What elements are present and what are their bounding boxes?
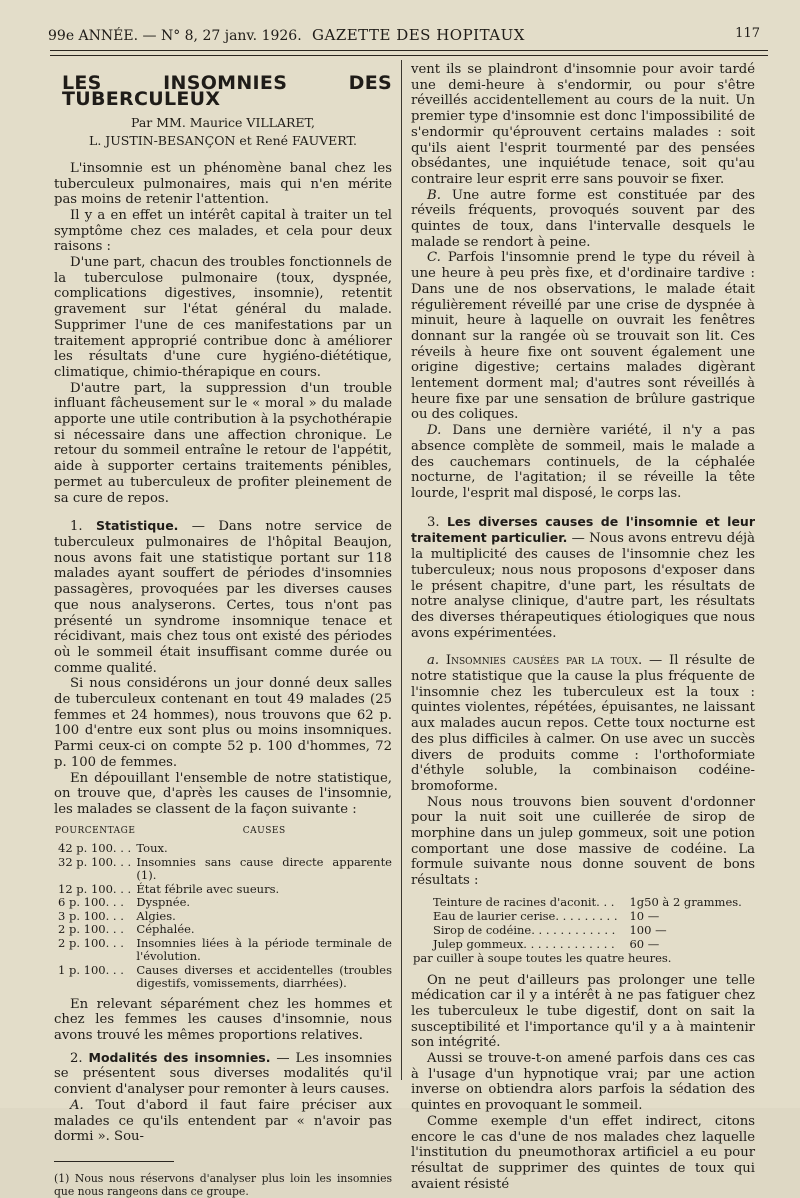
subsection-text: Dans une dernière variété, il n'y a pas absence complète de sommeil, mais le malade a des cauchemars continuels, de la céphalée nocturne, de l'agitation; il se réveille la tête lourde, l'esprit mal disposé, le corps las.: [411, 423, 755, 501]
issue-info: 99e ANNÉE. — N° 8, 27 janv. 1926.: [48, 28, 302, 44]
section-causes: [411, 514, 755, 642]
table-row: [54, 842, 392, 856]
subsection-text: Une autre forme est constituée par des réveils fréquents, provoqués souvent par des quintes de toux, dans l'intervalle desquels le malade se rendort à peine.: [411, 187, 755, 250]
cause-cell: Causes diverses et accidentelles (troubles digestifs, vomissements, diarrhées).: [136, 962, 392, 991]
paragraph-c: [411, 250, 755, 423]
article-title: LES INSOMNIES DES TUBERCULEUX: [62, 72, 392, 110]
subsection-letter: D.: [427, 423, 442, 439]
table-row: [54, 964, 392, 991]
table-row: [54, 856, 392, 883]
subsection-text: — Il résulte de notre statistique que la cause la plus fréquente de l'insomnie chez les tuberculeux est la toux : quintes violentes, répétées, épuisantes, ne laissant aux malades aucun repos. Cette toux nocturne est des plus difficiles à calmer. On use avec un succès divers de produits comme : l'orthoformiate d'éthyle soluble, la combinaison codéine-bromoforme.: [411, 653, 755, 794]
paragraph: On ne peut d'ailleurs pas prolonger une telle médication car il y a intérêt à ne pas fatiguer chez les tuberculeux le tube digestif, dont on sait la susceptibilité et l'importance qu'il y a à maintenir son intégrité.: [411, 972, 755, 1051]
paragraph: D'une part, chacun des troubles fonctionnels de la tuberculose pulmonaire (toux, dyspnée, complications digestives, insomnie), retentit gravement sur l'état général du malade. Supprimer l'une de ces manifestations par un traitement approprié contribue donc à améliorer les résultats d'une cure hygiéno-diététique, climatique, chimio-thérapique en cours.: [54, 255, 392, 380]
paragraph: En dépouillant l'ensemble de notre statistique, on trouve que, d'après les causes de l'insomnie, les malades se classent de la façon suivante :: [54, 770, 392, 817]
footnote: (1) Nous nous réservons d'analyser plus loin les insomnies que nous rangeons dans ce groupe.: [54, 1171, 392, 1198]
percentage-cell: 32 p. 100. . .: [58, 854, 132, 869]
journal-name: GAZETTE DES HOPITAUX: [312, 26, 525, 44]
percentage-cell: 2 p. 100. . .: [58, 935, 124, 950]
left-column: [54, 62, 392, 1198]
section-text: — Les insomnies se présentent sous diverses modalités qu'il convient d'analyser pour remonter à leurs causes.: [54, 1050, 392, 1098]
section-number: 1.: [70, 519, 83, 535]
byline-authors: Par MM. Maurice VILLARET,: [130, 115, 316, 131]
cause-cell: État fébrile avec sueurs.: [136, 881, 280, 896]
header-rule: [50, 50, 768, 51]
paragraph: Aussi se trouve-t-on amené parfois dans ces cas à l'usage d'un hypnotique vrai; par une action inverse on obtiendra alors parfois la sédation des quintes en provoquant le sommeil.: [411, 1051, 755, 1114]
ingredient-cell: Teinture de racines d'aconit. . .: [433, 894, 615, 909]
recipe-row: [433, 937, 749, 951]
cause-cell: Céphalée.: [136, 922, 195, 937]
subsection-letter: B.: [427, 187, 441, 203]
section-text: — Nous avons entrevu déjà la multiplicité des causes de l'insomnie chez les tuberculeux; nous nous proposons d'exposer dans le présent chapitre, d'une part, les résultats de notre analyse clinique, d'autre part, les résultats des diverses thérapeutiques étiologiques que nous avons expérimentées.: [411, 531, 755, 641]
ingredient-cell: Sirop de codéine. . . . . . . . . . . .: [433, 922, 616, 937]
recipe-row: [433, 923, 749, 937]
section-text: — Dans notre service de tuberculeux pulmonaires de l'hôpital Beaujon, nous avons fait une statistique portant sur 118 malades ayant souffert de périodes d'insomnies passagères, provoquées par les diverses causes que nous analyserons. Certes, tous n'ont pas présenté un syndrome insomnique tenace et récidivant, mais chez tous ont existé des périodes où le sommeil était insuffisant comme durée ou comme qualité.: [54, 519, 392, 676]
percentage-cell: 42 p. 100. . .: [58, 841, 132, 856]
right-column: [411, 62, 755, 1192]
paragraph: Nous nous trouvons bien souvent d'ordonner pour la nuit soit une cuillerée de sirop de morphine dans un julep gommeux, soit une potion comportant une dose massive de codéine. La formule suivante nous donne souvent de bons résultats :: [411, 794, 755, 889]
page-number: 117: [735, 26, 760, 41]
paragraph: vent ils se plaindront d'insomnie pour avoir tardé une demi-heure à s'endormir, ou pour s'être réveillés accidentellement au cours de la nuit. Un premier type d'insomnie est donc l'impossibilité de s'endormir qu'éprouvent certains malades : soit qu'ils aient l'esprit tourmenté par des pensées obsédantes, une inquiétude tenace, soit qu'au contraire leur esprit erre sans pouvoir se fixer.: [411, 62, 755, 187]
section-statistique: [54, 518, 392, 676]
paragraph: Comme exemple d'un effet indirect, citons encore le cas d'une de nos malades chez laquelle l'institution du pneumothorax artificiel a eu pour résultat de supprimer des quintes de toux qui avaient résisté: [411, 1113, 755, 1192]
cause-cell: Toux.: [136, 841, 168, 856]
section-number: 2.: [70, 1050, 83, 1066]
percentage-cell: 1 p. 100. . .: [58, 962, 124, 977]
table-row: [54, 923, 392, 937]
subsection-letter: C.: [427, 250, 441, 266]
byline-authors-2: L. JUSTIN-BESANÇON et René FAUVERT.: [89, 133, 357, 149]
recipe-row: [433, 909, 749, 923]
percentage-cell: 2 p. 100. . .: [58, 922, 124, 937]
quantity-cell: 10 —: [629, 908, 660, 923]
cause-cell: Algies.: [136, 908, 176, 923]
paragraph: Il y a en effet un intérêt capital à traiter un tel symptôme chez ces malades, et cela pour deux raisons :: [54, 207, 392, 255]
quantity-cell: 1g50 à 2 grammes.: [629, 894, 742, 909]
footnote-rule: [54, 1161, 174, 1162]
percentage-cell: 12 p. 100. . .: [58, 881, 132, 896]
paragraph-d: [411, 423, 755, 502]
percentage-cell: 3 p. 100. . .: [58, 908, 124, 923]
table-row: [54, 937, 392, 964]
paragraph: Si nous considérons un jour donné deux salles de tuberculeux contenant en tout 49 malades (25 femmes et 24 hommes), nous trouvons que 62 p. 100 d'entre eux sont plus ou moins insomniques. Parmi ceux-ci on compte 52 p. 100 d'hommes, 72 p. 100 de femmes.: [54, 676, 392, 770]
section-modalites: [54, 1050, 392, 1098]
paragraph-toux: [411, 653, 755, 794]
causes-table: [54, 824, 392, 991]
quantity-cell: 100 —: [629, 922, 667, 937]
cause-cell: Dyspnée.: [136, 895, 191, 910]
subsection-heading: Insomnies causées par la toux.: [445, 653, 643, 669]
quantity-cell: 60 —: [629, 936, 660, 951]
subsection-letter: a.: [427, 653, 440, 669]
column-header-pct: POURCENTAGE: [55, 825, 136, 836]
paragraph-b: [411, 188, 755, 251]
header-rule-double: [50, 55, 768, 56]
ingredient-cell: Julep gommeux. . . . . . . . . . . . .: [433, 936, 615, 951]
subsection-text: Parfois l'insomnie prend le type du réveil à une heure à peu près fixe, et d'ordinaire tardive : Dans une de nos observations, le malade était régulièrement réveillé par une crise de dyspnée à minuit, heure à laquelle on ouvrait les fenêtres donnant sur la rangée où se trouvait son lit. Ces réveils à heure fixe ont souvent également une origine digestive; certains malades digèrant lentement dorment mal; d'autres sont réveillés à heure fixe par une sensation de brûlure gastrique ou des coliques.: [411, 250, 755, 423]
subsection-letter: A.: [70, 1097, 84, 1113]
column-header-causes: CAUSES: [242, 825, 286, 836]
ingredient-cell: Eau de laurier cerise. . . . . . . . .: [433, 908, 618, 923]
section-heading: Modalités des insomnies.: [88, 1049, 271, 1065]
table-row: [54, 883, 392, 897]
section-heading: Les diverses causes de l'insomnie et leur traitement particulier.: [411, 513, 755, 546]
section-number: 3.: [427, 514, 440, 530]
table-row: [54, 910, 392, 924]
column-divider: [401, 60, 402, 1080]
cause-cell: Insomnies liées à la période terminale de l'évolution.: [136, 935, 392, 964]
cause-cell: Insomnies sans cause directe apparente (1).: [136, 854, 392, 883]
paragraph: D'autre part, la suppression d'un trouble influant fâcheusement sur le « moral » du malade apporte une utile contribution à la psychothérapie si nécessaire dans une affection chronique. Le retour du sommeil entraîne le retour de l'appétit, aide à supporter certains traitements pénibles, permet au tuberculeux de profiter pleinement de sa cure de repos.: [54, 380, 392, 506]
dosage-note: par cuiller à soupe toutes les quatre heures.: [413, 950, 672, 965]
paragraph: En relevant séparément chez les hommes et chez les femmes les causes d'insomnie, nous avons trouvé les mêmes proportions relatives.: [54, 996, 392, 1044]
subsection-text: Tout d'abord il faut faire préciser aux malades ce qu'ils entendent par « n'avoir pas dormi ». Sou-: [54, 1097, 392, 1145]
paragraph-a: [54, 1098, 392, 1145]
section-heading: Statistique.: [95, 518, 179, 534]
table-row: [54, 896, 392, 910]
percentage-cell: 6 p. 100. . .: [58, 895, 124, 910]
recipe-row: [433, 895, 749, 909]
prescription-table: [433, 895, 749, 951]
paragraph: L'insomnie est un phénomène banal chez les tuberculeux pulmonaires, mais qui n'en mérite pas moins de retenir l'attention.: [54, 160, 392, 208]
